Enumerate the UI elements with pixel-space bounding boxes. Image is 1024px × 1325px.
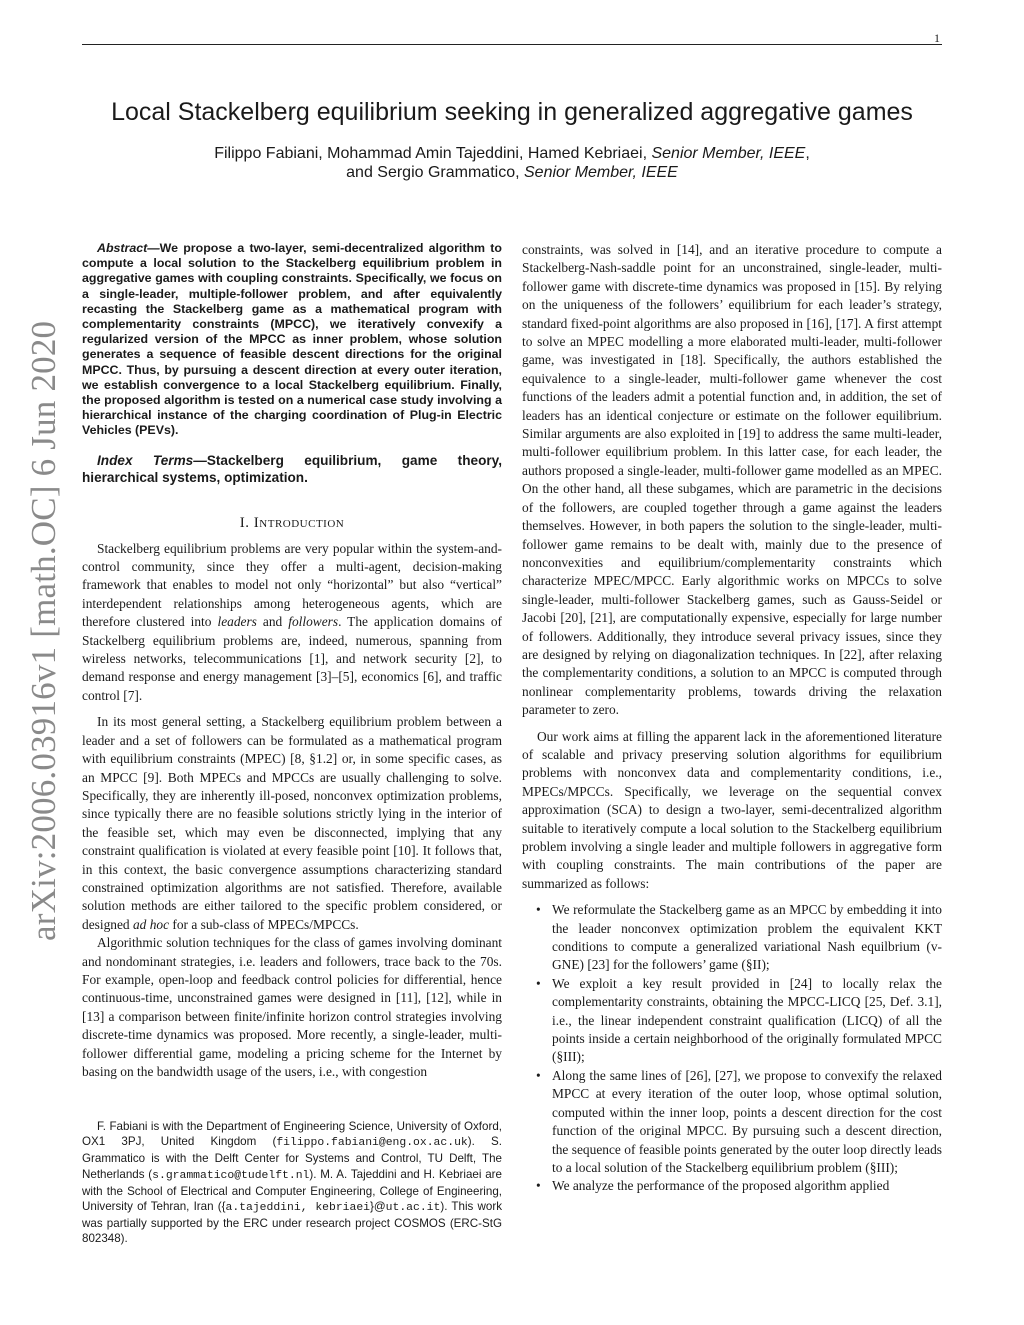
email-tajeddini-kebriaei[interactable]: a.tajeddini, kebriaei — [225, 1202, 371, 1215]
contribution-text: We exploit a key result provided in [24] to locally relax the complementarity constraints, obtaining the MPCC-LICQ [25, Def. 3.1], i.e., the linear independent constraint qualification (LICQ) of all the points inside a certain neighborhood of the originally formulated MPCC (§III); — [552, 975, 942, 1065]
bullet-icon: • — [536, 975, 541, 991]
index-terms-text: Stackelberg equilibrium, game theory, hierarchical systems, optimization. — [82, 452, 502, 485]
author-role-1: Senior Member, IEEE — [651, 145, 806, 162]
contribution-item — [522, 901, 942, 975]
p2-b: for a sub-class of MPECs/MPCCs. — [169, 916, 359, 932]
fn-t3: ). M. A. Tajeddini and H. Kebriaei are with the School of Electrical and Computer Engineering, College of Engineering, University of Tehran, Iran ({ — [82, 1167, 502, 1214]
abstract — [82, 241, 502, 439]
contribution-item — [522, 1177, 942, 1195]
left-column — [82, 241, 502, 1081]
author-line-1 — [0, 144, 1024, 163]
abstract-label: Abstract — [97, 241, 148, 255]
page-number: 1 — [934, 31, 940, 45]
author-line-2 — [0, 163, 1024, 182]
p2-em-adhoc: ad hoc — [132, 916, 170, 932]
bullet-icon: • — [536, 902, 541, 918]
intro-paragraph-1 — [82, 540, 502, 706]
contribution-text: We analyze the performance of the proposed algorithm applied — [552, 1178, 890, 1194]
bullet-icon: • — [536, 1067, 541, 1083]
p1-em-followers: followers — [288, 614, 339, 630]
section-title: Introduction — [253, 514, 345, 531]
contribution-item — [522, 1067, 942, 1177]
email-grammatico[interactable]: s.grammatico@tudelft.nl — [152, 1169, 310, 1182]
abstract-dash: — — [147, 241, 160, 255]
right-column — [522, 241, 942, 1196]
author-line-1-end: , — [805, 145, 810, 162]
contribution-item — [522, 975, 942, 1067]
author-names-2: and Sergio Grammatico, — [346, 164, 524, 181]
paper-title: Local Stackelberg equilibrium seeking in generalized aggregative games — [111, 98, 913, 126]
header-rule — [82, 44, 942, 45]
fn-t2: ). S. Grammatico is with the Delft Center for Systems and Control, TU Delft, The Netherlands ( — [82, 1135, 502, 1181]
section-heading — [82, 515, 502, 532]
contributions-paragraph: Our work aims at filling the apparent lack in the aforementioned literature of scalable and privacy preserving solution algorithms for equilibrium problems with nonconvex data and complementarity conditions, i.e., MPECs/MPCCs. Specifically, we leverage on the sequential convex approximation (SCA) to design a two-layer, semi-decentralized algorithm suitable to iteratively compute a local solution to the Stackelberg equilibrium problem involving a single leader and multiple followers in aggregative form with coupling constraints. The main contributions of the paper are summarized as follows: — [522, 728, 942, 891]
abstract-text: We propose a two-layer, semi-decentralized algorithm to compute a local solution to the Stackelberg equilibrium problem in aggregative games with coupling constraints. Specifically, we focus on a single-leader, multiple-follower problem, and after equivalently recasting the Stackelberg game as a mathematical program with complementarity constraints (MPCC), we iteratively convexify a regularized version of the MPCC as inner problem, whose solution generates a sequence of feasible descent directions for the original MPCC. Thus, by pursuing a descent direction at every outer iteration, we establish convergence to a local Stackelberg equilibrium. Finally, the proposed algorithm is tested on a numerical case study involving a hierarchical instance of the charging coordination of Plug-in Electric Vehicles (PEVs). — [82, 241, 502, 438]
p1-a: Stackelberg equilibrium problems are very popular within the system-and-control community, since they offer a multi-agent, decision-making framework that enables to model not only “horizontal” but also “vertical” interdependent relationships among heterogeneous agents, which are therefore clustered into — [82, 540, 502, 630]
email-domain-ut[interactable]: ut.ac.it — [385, 1202, 441, 1215]
fn-t5: ). This work was partially supported by the ERC under research project COSMOS (ERC-StG 802348). — [82, 1200, 502, 1246]
author-affiliation-footnote — [82, 1119, 502, 1247]
contribution-text: Along the same lines of [26], [27], we propose to convexify the relaxed MPCC at every iteration of the outer loop, whose optimal solution, computed within the inner loop, points a descent direction for the cost function of the original MPCC. By pursuing such a descent direction, the sequence of feasible points generated by the outer loop directly leads to a local solution of the Stackelberg equilibrium problem (§III); — [552, 1067, 942, 1175]
contribution-text: We reformulate the Stackelberg game as an MPCC by embedding it into the leader nonconvex optimization problem the equivalent KKT conditions to compute a generalized variational Nash equilbrium (v-GNE) [23] for the followers’ game (§II); — [552, 902, 942, 973]
bullet-icon: • — [536, 1178, 541, 1194]
intro-paragraph-2 — [82, 713, 502, 934]
p1-b: and — [256, 614, 289, 630]
fn-t4: }@ — [370, 1200, 386, 1214]
index-terms-dash: — — [193, 452, 207, 468]
index-terms — [82, 452, 502, 486]
intro-paragraph-3-cont: constraints, was solved in [14], and an iterative procedure to compute a Stackelberg-Nash-saddle point for an unconstrained, single-leader, multi-follower game with discrete-time dynamics was proposed in [15]. By relying on the uniqueness of the followers’ equilibrium for each leader’s strategy, standard fixed-point algorithms are also proposed in [16], [17]. A first attempt to solve an MPEC modelling a more elaborated multi-leader, multi-follower game, was investigated in [18]. Specifically, the authors established the equivalence to a single-leader, multi-follower game whenever the cost functions of the leaders admit a potential function and, in addition, the set of leaders has an identical conjecture or estimate on the follower equilibrium. Similar arguments are also exploited in [19] to address the same multi-leader, multi-follower equilibrium problem. In this latter case, for each leader, the authors proposed a single-leader, multi-follower game modelled as an MPEC. On the other hand, all these subgames, which are parametric in the decisions of the followers, are coupled together through a game against the leaders themselves. However, in both papers the solution to the single-leader, multi-follower game remains to be dealt with, mainly due to the presence of nonconvexities and equilibrium/complementarity constraints which characterize MPEC/MPCC. Early algorithmic works on MPCCs to solve single-leader, multi-follower Stackelberg games, such as Gauss-Seidel or Jacobi [20], [21], are computationally expensive, especially for large number of followers. Additionally, they introduce several privacy issues, since they are designed by relying on diagonalization techniques. In [22], after relaxing the complementarity conditions, a solution to an MPCC is computed through nonlinear complementarity problems, towards driving the relaxation parameter to zero. — [522, 242, 942, 718]
intro-paragraph-3: Algorithmic solution techniques for the class of games involving dominant and nondominant strategies, i.e. leaders and followers, trace back to the 70s. For example, open-loop and feedback control policies for differential, hence continuous-time, unconstrained games were designed in [11], [12], while in [13] a comparison between finite/infinite horizon control strategies involving discrete-time dynamics was proposed. More recently, a single-leader, multi-follower differential game, modeling a pricing scheme for the Internet by basing on the bandwidth usage of the users, i.e., with congestion — [82, 935, 502, 1080]
author-names-1: Filippo Fabiani, Mohammad Amin Tajeddini, Hamed Kebriaei, — [214, 145, 652, 162]
p1-em-leaders: leaders — [217, 614, 257, 630]
arxiv-stamp: arXiv:2006.03916v1 [math.OC] 6 Jun 2020 — [24, 320, 63, 941]
p1-c: . The application domains of Stackelberg equilibrium problems are, indeed, numerous, spanning from wireless networks, telecommunications [1], and network security [2], to demand response and energy management [3]–[5], economics [6], and traffic control [7]. — [82, 614, 502, 703]
author-role-2: Senior Member, IEEE — [524, 164, 678, 181]
email-fabiani[interactable]: filippo.fabiani@eng.ox.ac.uk — [276, 1137, 468, 1150]
fn-t1: F. Fabiani is with the Department of Engineering Science, University of Oxford, OX1 3PJ, United Kingdom ( — [82, 1120, 502, 1149]
section-number: I. — [239, 514, 250, 531]
author-block — [0, 144, 1024, 182]
index-terms-label: Index Terms — [97, 452, 194, 468]
contributions-list — [522, 901, 942, 1196]
p2-a: In its most general setting, a Stackelberg equilibrium problem between a leader and a set of followers can be formulated as a mathematical program with equilibrium constraints (MPEC) [8, §1.2] or, in some specific cases, as an MPCC [9]. Both MPECs and MPCCs are usually challenging to solve. Specifically, they are inherently ill-posed, nonconvex optimization problems, since typically there are no feasible solutions strictly lying in the interior of the feasible set, which may even be disconnected, implying that any constraint qualification is violated at every feasible point [10]. It follows that, in this context, the basic convergence assumptions characterizing standard constrained optimization algorithms are not satisfied. Therefore, available solution methods are either tailored to the specific problem considered, or designed — [82, 714, 502, 932]
